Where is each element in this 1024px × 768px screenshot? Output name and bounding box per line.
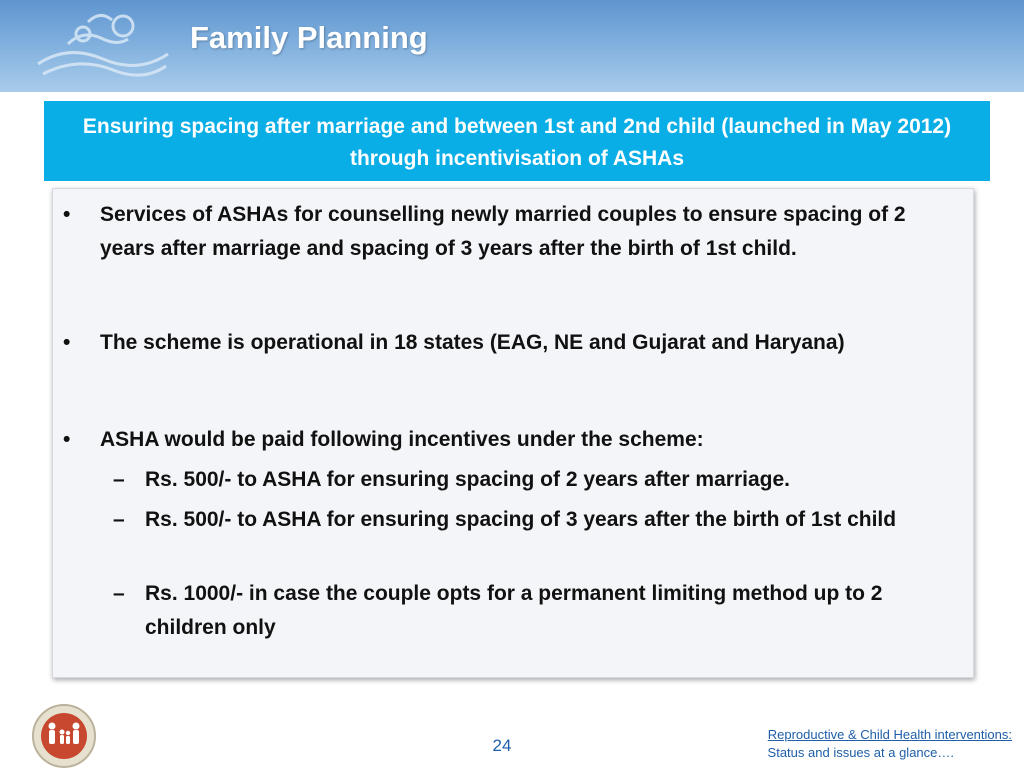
page-number: 24 bbox=[492, 736, 512, 755]
bullet-marker: • bbox=[63, 428, 71, 451]
sub-bullet-marker: – bbox=[113, 582, 125, 605]
footer-subtitle: Status and issues at a glance…. bbox=[767, 745, 954, 760]
footer-title: Reproductive & Child Health interventions: bbox=[767, 727, 1012, 742]
sub-bullet-text: Rs. 1000/- in case the couple opts for a permanent limiting method up to 2 children only bbox=[145, 582, 883, 639]
bullet-marker: • bbox=[63, 331, 71, 354]
content-box bbox=[52, 188, 974, 678]
slide-header bbox=[0, 0, 1024, 92]
bullet-text: The scheme is operational in 18 states (EAG, NE and Gujarat and Haryana) bbox=[100, 331, 845, 354]
bullet-text: ASHA would be paid following incentives under the scheme: bbox=[100, 428, 704, 451]
bullet-text: Services of ASHAs for counselling newly married couples to ensure spacing of 2 years after marriage and spacing of 3 years after the birth of 1st child. bbox=[100, 203, 906, 260]
subtitle-banner: Ensuring spacing after marriage and between 1st and 2nd child (launched in May 2012) through incentivisation of ASHAs bbox=[44, 101, 990, 181]
sub-bullet-marker: – bbox=[113, 508, 125, 531]
sub-bullet-marker: – bbox=[113, 468, 125, 491]
family-seal-icon bbox=[18, 696, 110, 768]
sub-bullet-text: Rs. 500/- to ASHA for ensuring spacing of 3 years after the birth of 1st child bbox=[145, 508, 897, 531]
bullet-marker: • bbox=[63, 203, 71, 226]
mother-child-logo-icon bbox=[28, 4, 178, 90]
slide-title: Family Planning bbox=[190, 20, 428, 55]
sub-bullet-text: Rs. 500/- to ASHA for ensuring spacing of 2 years after marriage. bbox=[145, 468, 790, 491]
